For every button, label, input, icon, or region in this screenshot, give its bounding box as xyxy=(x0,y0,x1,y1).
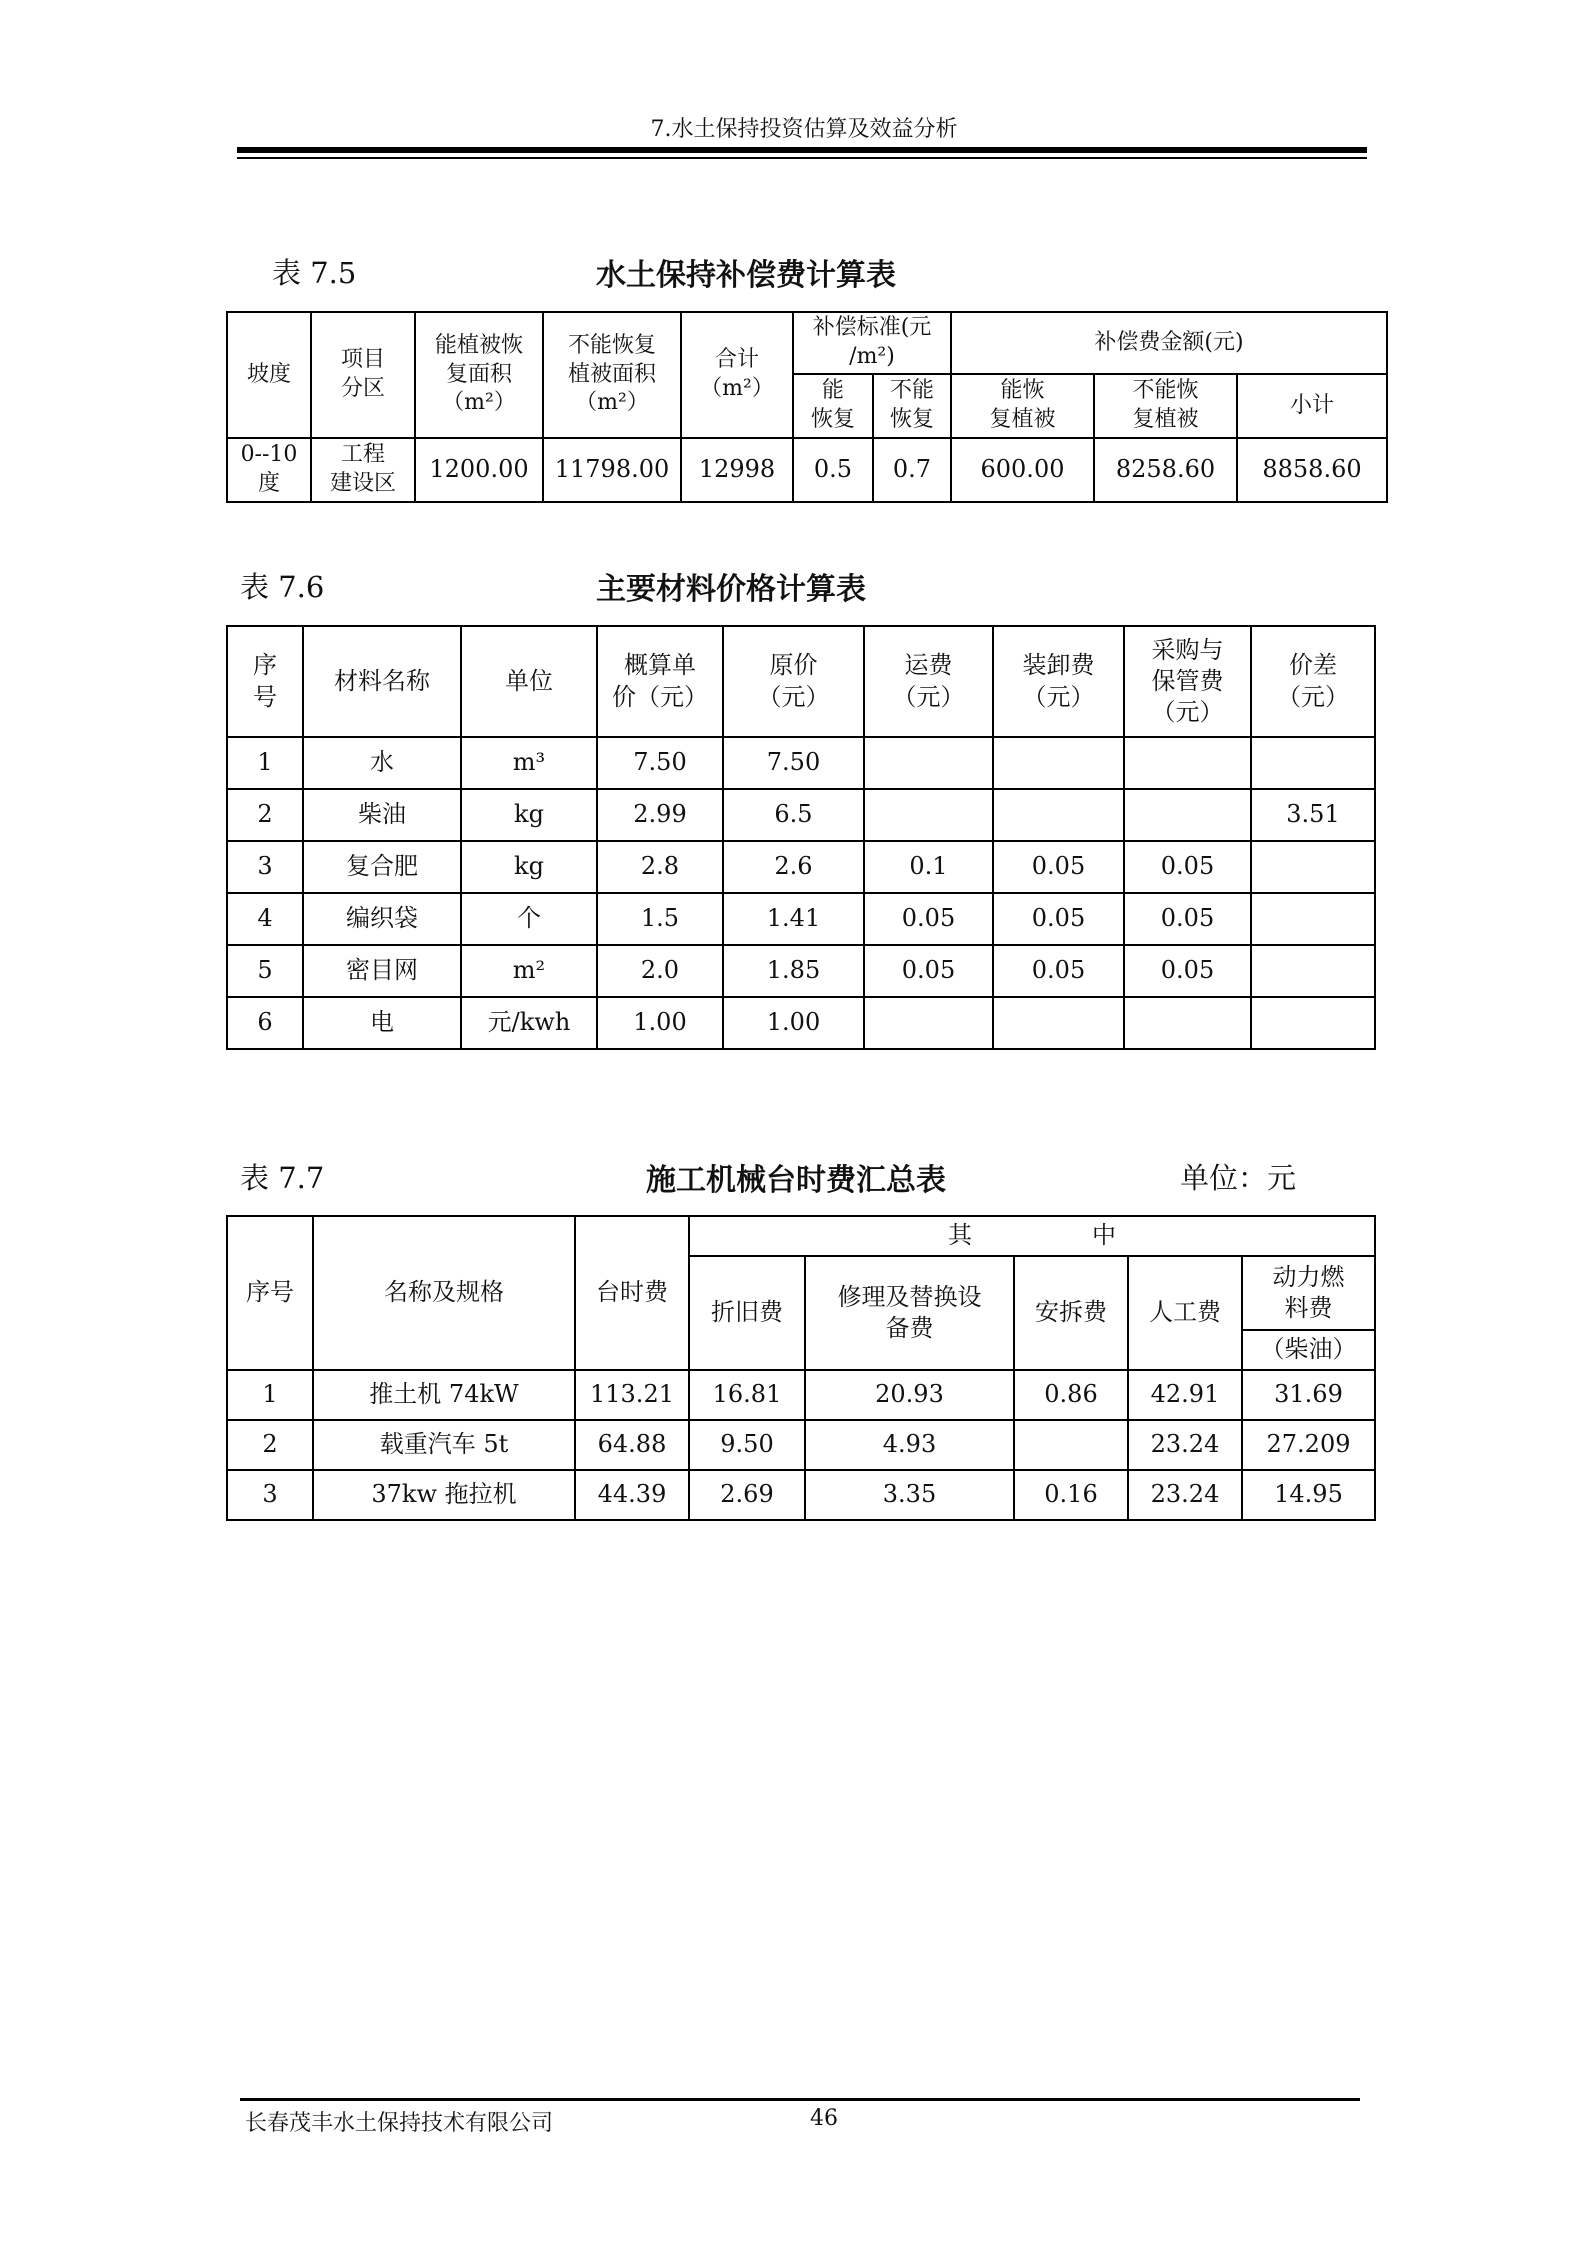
th-unit: 单位 xyxy=(461,626,597,737)
th-rec-l3: （m²） xyxy=(442,390,516,416)
th-nrec-l2: 植被面积 xyxy=(567,361,656,387)
cell-purchase-storage xyxy=(1124,737,1251,789)
table-row xyxy=(227,1420,1375,1470)
cell-seq: 2 xyxy=(227,1420,313,1470)
cell-fuel: 31.69 xyxy=(1242,1370,1375,1420)
th-purchase-storage xyxy=(1124,626,1251,737)
th-an-l1: 不能恢 xyxy=(1132,378,1199,404)
cell-total-area: 12998 xyxy=(681,438,793,502)
cell-loading: 0.05 xyxy=(993,893,1124,945)
cell-std-nonrecoverable: 0.7 xyxy=(873,438,951,502)
cell-loading: 0.05 xyxy=(993,841,1124,893)
th-rec-l2: 复面积 xyxy=(445,361,512,387)
cell-seq: 1 xyxy=(227,1370,313,1420)
cell-slope-l1: 0--10 xyxy=(240,442,298,468)
cell-zone xyxy=(311,438,415,502)
cell-depreciation: 9.50 xyxy=(689,1420,805,1470)
cell-freight: 0.05 xyxy=(864,945,993,997)
cell-unit: kg xyxy=(461,789,597,841)
th-no-l2: 号 xyxy=(253,682,277,711)
cell-material-name: 水 xyxy=(303,737,461,789)
th-ar-l2: 复植被 xyxy=(989,407,1056,432)
th-subtotal: 小计 xyxy=(1237,374,1387,438)
cell-subtotal: 8858.60 xyxy=(1237,438,1387,502)
th-compensation-amount: 补偿费金额(元) xyxy=(951,312,1387,374)
th-pur-l2: 保管费 xyxy=(1151,666,1224,695)
cell-fuel: 14.95 xyxy=(1242,1470,1375,1520)
th-fuel-diesel: （柴油） xyxy=(1242,1330,1375,1370)
cell-freight xyxy=(864,997,993,1049)
cell-original-price: 1.00 xyxy=(723,997,864,1049)
cell-no: 2 xyxy=(227,789,303,841)
th-an-l2: 复植被 xyxy=(1132,407,1199,432)
header-rule-thin xyxy=(237,157,1367,159)
cell-purchase-storage: 0.05 xyxy=(1124,841,1251,893)
cell-install: 0.86 xyxy=(1014,1370,1128,1420)
cell-hourly-rate: 44.39 xyxy=(575,1470,689,1520)
th-sr-l1: 能 xyxy=(821,378,844,404)
th-loading xyxy=(993,626,1124,737)
th-rep-l2: 备费 xyxy=(885,1314,934,1342)
cell-purchase-storage xyxy=(1124,789,1251,841)
table75-title: 水土保持补偿费计算表 xyxy=(596,258,896,293)
cell-freight xyxy=(864,737,993,789)
cell-purchase-storage: 0.05 xyxy=(1124,893,1251,945)
cell-estimate-price: 1.5 xyxy=(597,893,723,945)
cell-original-price: 1.41 xyxy=(723,893,864,945)
table-row xyxy=(227,1370,1375,1420)
footer-company: 长春茂丰水土保持技术有限公司 xyxy=(245,2111,554,2136)
cell-material-name: 密目网 xyxy=(303,945,461,997)
th-std-nonrecoverable xyxy=(873,374,951,438)
cell-price-diff xyxy=(1251,841,1375,893)
th-diff-l1: 价差 xyxy=(1289,651,1337,680)
cell-no: 5 xyxy=(227,945,303,997)
th-labor: 人工费 xyxy=(1128,1256,1242,1370)
cell-slope xyxy=(227,438,311,502)
th-nrec-l3: （m²） xyxy=(575,390,649,416)
cell-original-price: 6.5 xyxy=(723,789,864,841)
cell-material-name: 编织袋 xyxy=(303,893,461,945)
th-pur-l1: 采购与 xyxy=(1151,635,1224,664)
th-price-diff xyxy=(1251,626,1375,737)
cell-install: 0.16 xyxy=(1014,1470,1128,1520)
th-name-spec: 名称及规格 xyxy=(313,1216,575,1370)
cell-seq: 3 xyxy=(227,1470,313,1520)
cell-labor: 23.24 xyxy=(1128,1470,1242,1520)
th-original-price xyxy=(723,626,864,737)
th-pur-l3: （元） xyxy=(1151,698,1224,727)
cell-price-diff: 3.51 xyxy=(1251,789,1375,841)
th-tot-l1: 合计 xyxy=(714,347,759,373)
footer-rule xyxy=(240,2098,1360,2101)
table76-title: 主要材料价格计算表 xyxy=(596,572,866,607)
table77-header-row xyxy=(227,1216,1375,1256)
cell-material-name: 柴油 xyxy=(303,789,461,841)
cell-original-price: 7.50 xyxy=(723,737,864,789)
th-rep-l1: 修理及替换设 xyxy=(837,1282,982,1311)
th-rec-l1: 能植被恢 xyxy=(434,333,523,359)
cell-repair: 4.93 xyxy=(805,1420,1014,1470)
cell-repair: 3.35 xyxy=(805,1470,1014,1520)
th-compensation-standard xyxy=(793,312,951,374)
table-row xyxy=(227,1470,1375,1520)
cell-nonrecoverable-area: 11798.00 xyxy=(543,438,681,502)
th-no xyxy=(227,626,303,737)
table75-label: 表 7.5 xyxy=(272,256,357,290)
th-zone-l2: 分区 xyxy=(340,376,385,401)
th-among: 其 中 xyxy=(689,1216,1375,1256)
table77-unit: 单位：元 xyxy=(1180,1161,1297,1195)
th-tot-l2: （m²） xyxy=(700,376,774,401)
cell-labor: 23.24 xyxy=(1128,1420,1242,1470)
cell-unit: m² xyxy=(461,945,597,997)
cell-price-diff xyxy=(1251,737,1375,789)
cell-hourly-rate: 113.21 xyxy=(575,1370,689,1420)
cell-loading xyxy=(993,737,1124,789)
th-fuel-l2: 料费 xyxy=(1284,1294,1333,1322)
cell-price-diff xyxy=(1251,945,1375,997)
cell-estimate-price: 2.8 xyxy=(597,841,723,893)
table75-header-row xyxy=(227,312,1387,374)
cell-zone-l2: 建设区 xyxy=(329,471,396,496)
cell-no: 1 xyxy=(227,737,303,789)
table76-label: 表 7.6 xyxy=(240,570,325,604)
cell-material-name: 电 xyxy=(303,997,461,1049)
cell-estimate-price: 1.00 xyxy=(597,997,723,1049)
cell-fuel: 27.209 xyxy=(1242,1420,1375,1470)
cell-loading: 0.05 xyxy=(993,945,1124,997)
th-slope: 坡度 xyxy=(227,312,311,438)
th-amt-recoverable xyxy=(951,374,1094,438)
cell-no: 4 xyxy=(227,893,303,945)
th-install: 安拆费 xyxy=(1014,1256,1128,1370)
th-fuel xyxy=(1242,1256,1375,1330)
cell-amt-recoverable: 600.00 xyxy=(951,438,1094,502)
th-frt-l2: （元） xyxy=(892,682,965,711)
th-frt-l1: 运费 xyxy=(904,651,953,680)
page-number: 46 xyxy=(810,2106,838,2131)
cell-depreciation: 2.69 xyxy=(689,1470,805,1520)
table-row xyxy=(227,438,1387,502)
th-zone xyxy=(311,312,415,438)
cell-no: 6 xyxy=(227,997,303,1049)
th-amt-nonrecoverable xyxy=(1094,374,1237,438)
cell-estimate-price: 7.50 xyxy=(597,737,723,789)
th-recoverable-area xyxy=(415,312,543,438)
th-estimate-price xyxy=(597,626,723,737)
cell-freight: 0.1 xyxy=(864,841,993,893)
th-sn-l2: 恢复 xyxy=(889,407,934,432)
table77-label: 表 7.7 xyxy=(240,1161,325,1195)
cell-no: 3 xyxy=(227,841,303,893)
th-diff-l2: （元） xyxy=(1277,682,1349,711)
th-est-l2: 价（元） xyxy=(612,682,708,711)
th-nrec-l1: 不能恢复 xyxy=(567,333,656,359)
cell-price-diff xyxy=(1251,893,1375,945)
running-header: 7.水土保持投资估算及效益分析 xyxy=(650,117,958,142)
th-freight xyxy=(864,626,993,737)
th-orig-l1: 原价 xyxy=(769,651,818,680)
table75 xyxy=(226,311,1388,503)
header-rule-thick xyxy=(237,147,1367,153)
th-sr-l2: 恢复 xyxy=(810,407,855,432)
th-fuel-l1: 动力燃 xyxy=(1272,1262,1345,1291)
cell-purchase-storage xyxy=(1124,997,1251,1049)
th-total-area xyxy=(681,312,793,438)
cell-loading xyxy=(993,997,1124,1049)
table-row xyxy=(227,737,1375,789)
cell-unit: kg xyxy=(461,841,597,893)
th-std-l2: /m²) xyxy=(849,344,895,369)
th-est-l1: 概算单 xyxy=(624,651,696,680)
th-ar-l1: 能恢 xyxy=(1000,378,1045,404)
cell-purchase-storage: 0.05 xyxy=(1124,945,1251,997)
cell-original-price: 2.6 xyxy=(723,841,864,893)
table-row xyxy=(227,841,1375,893)
cell-labor: 42.91 xyxy=(1128,1370,1242,1420)
th-repair xyxy=(805,1256,1014,1370)
cell-material-name: 复合肥 xyxy=(303,841,461,893)
th-ld-l2: （元） xyxy=(1022,682,1095,711)
th-std-l1: 补偿标准(元 xyxy=(812,315,932,341)
cell-install xyxy=(1014,1420,1128,1470)
cell-hourly-rate: 64.88 xyxy=(575,1420,689,1470)
th-zone-l1: 项目 xyxy=(340,347,385,373)
cell-unit: 个 xyxy=(461,893,597,945)
cell-amt-nonrecoverable: 8258.60 xyxy=(1094,438,1237,502)
th-nonrecoverable-area xyxy=(543,312,681,438)
table-row xyxy=(227,945,1375,997)
table-row xyxy=(227,893,1375,945)
cell-freight xyxy=(864,789,993,841)
th-orig-l2: （元） xyxy=(757,682,830,711)
cell-name-spec: 载重汽车 5t xyxy=(313,1420,575,1470)
th-sn-l1: 不能 xyxy=(889,378,934,404)
th-seq: 序号 xyxy=(227,1216,313,1370)
th-no-l1: 序 xyxy=(253,651,277,680)
table76 xyxy=(226,625,1376,1050)
cell-slope-l2: 度 xyxy=(257,471,280,496)
th-depreciation: 折旧费 xyxy=(689,1256,805,1370)
th-material-name: 材料名称 xyxy=(303,626,461,737)
cell-freight: 0.05 xyxy=(864,893,993,945)
cell-estimate-price: 2.99 xyxy=(597,789,723,841)
th-ld-l1: 装卸费 xyxy=(1022,651,1095,680)
cell-price-diff xyxy=(1251,997,1375,1049)
table-row xyxy=(227,997,1375,1049)
cell-unit: m³ xyxy=(461,737,597,789)
cell-name-spec: 37kw 拖拉机 xyxy=(313,1470,575,1520)
cell-estimate-price: 2.0 xyxy=(597,945,723,997)
cell-unit: 元/kwh xyxy=(461,997,597,1049)
cell-depreciation: 16.81 xyxy=(689,1370,805,1420)
table77-title: 施工机械台时费汇总表 xyxy=(646,1163,946,1198)
cell-recoverable-area: 1200.00 xyxy=(415,438,543,502)
th-std-recoverable xyxy=(793,374,873,438)
cell-name-spec: 推土机 74kW xyxy=(313,1370,575,1420)
cell-repair: 20.93 xyxy=(805,1370,1014,1420)
cell-loading xyxy=(993,789,1124,841)
table-row xyxy=(227,789,1375,841)
cell-std-recoverable: 0.5 xyxy=(793,438,873,502)
cell-original-price: 1.85 xyxy=(723,945,864,997)
table77 xyxy=(226,1215,1376,1521)
table76-header-row xyxy=(227,626,1375,737)
th-hourly-rate: 台时费 xyxy=(575,1216,689,1370)
cell-zone-l1: 工程 xyxy=(340,442,385,468)
